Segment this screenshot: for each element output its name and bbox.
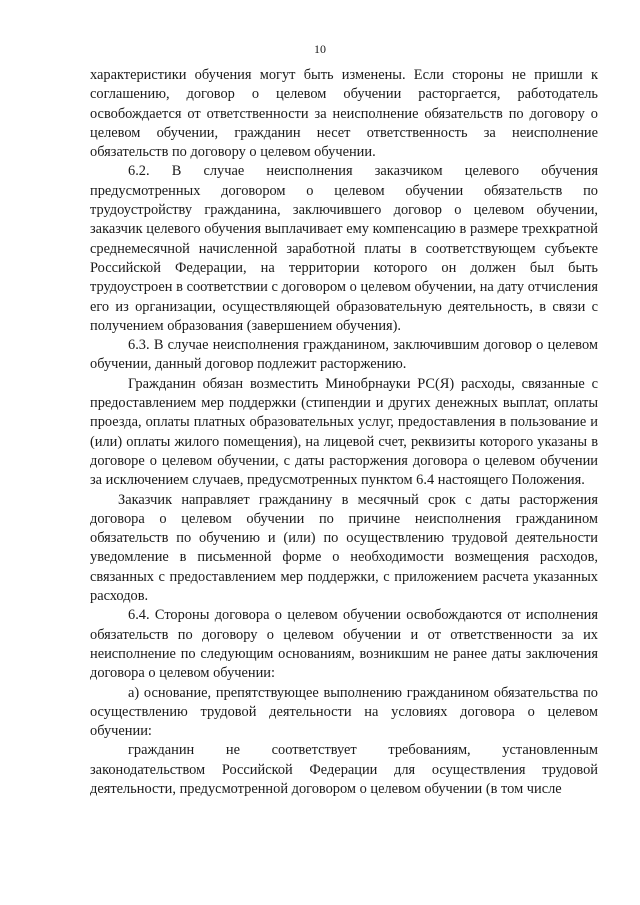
page-number: 10	[314, 42, 326, 56]
document-body	[90, 66, 598, 799]
paragraph-6-4: 6.4. Стороны договора о целевом обучении освобождаются от исполнения обязательств по договору о целевом обучении и от ответственности за их неисполнение по следующим основаниям, возникшим не ранее даты заключения договора о целевом обучении:	[90, 607, 598, 682]
paragraph-6-2: 6.2. В случае неисполнения заказчиком целевого обучения предусмотренных договором о целевом обучении обязательств по трудоустройству гражданина, заключившего договор о целевом обучении, заказчик целевого обучения выплачивает ему компенсацию в размере трехкратной среднемесячной начисленной заработной платы в соответствующем субъекте Российской Федерации, на территории которого он должен был быть трудоустроен в соответствии с договором о целевом обучении, на дату отчисления его из организации, осуществляющей образовательную деятельность, в связи с получением образования (завершением обучения).	[90, 163, 598, 334]
paragraph-continuation: характеристики обучения могут быть изменены. Если стороны не пришли к соглашению, договор о целевом обучении расторгается, работодатель освобождается от ответственности за неисполнение обязательств по договору о целевом обучении, гражданин несет ответственность за неисполнение обязательств по договору о целевом обучении.	[90, 67, 598, 161]
paragraph-citizen-requirements: гражданин не соответствует требованиям, установленным законодательством Российской Федерации для осуществления трудовой деятельности, предусмотренной договором о целевом обучении (в том числе	[90, 742, 598, 797]
paragraph-notification: Заказчик направляет гражданину в месячный срок с даты расторжения договора о целевом обучении по причине неисполнения гражданином обязательств по обучению и (или) по осуществлению трудовой деятельности уведомление в письменной форме о необходимости возмещения расходов, связанных с предоставлением мер поддержки, с приложением расчета указанных расходов.	[90, 491, 598, 605]
paragraph-6-4-a: а) основание, препятствующее выполнению гражданином обязательства по осуществлению трудовой деятельности на условиях договора о целевом обучении:	[90, 684, 598, 740]
paragraph-6-3: 6.3. В случае неисполнения гражданином, заключившим договор о целевом обучении, данный договор подлежит расторжению.	[90, 337, 598, 373]
paragraph-reimbursement: Гражданин обязан возместить Минобрнауки РС(Я) расходы, связанные с предоставлением мер поддержки (стипендии и других денежных выплат, оплаты проезда, оплаты платных образовательных услуг, предоставления в пользование и (или) оплаты жилого помещения), на лицевой счет, реквизиты которого указаны в договоре о целевом обучении, с даты расторжения договора о целевом обучении за исключением случаев, предусмотренных пунктом 6.4 настоящего Положения.	[90, 375, 598, 489]
